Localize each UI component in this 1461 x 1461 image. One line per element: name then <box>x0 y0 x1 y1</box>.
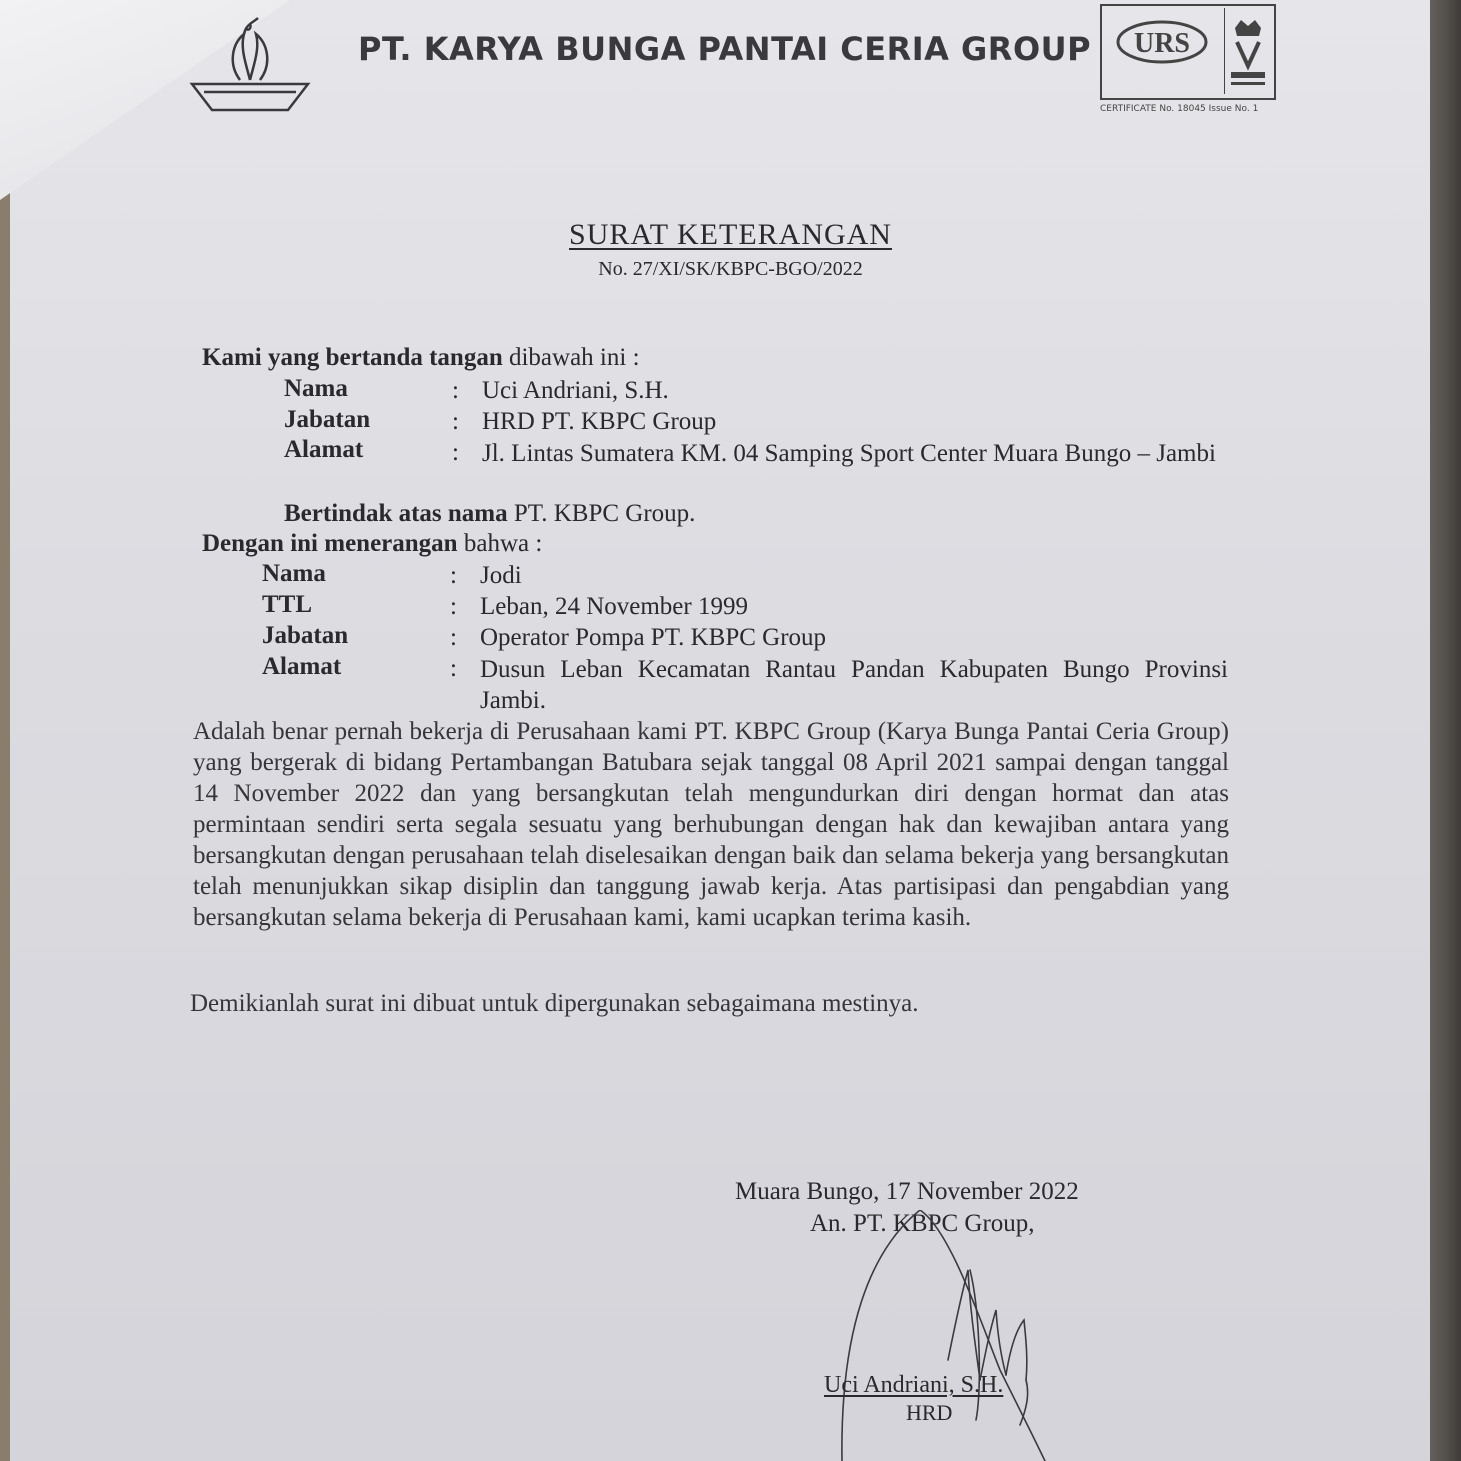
subject-position-colon: : <box>450 624 457 651</box>
subject-position-value: Operator Pompa PT. KBPC Group <box>480 624 827 651</box>
signer-position-colon: : <box>452 408 459 435</box>
subject-name-colon: : <box>450 562 457 589</box>
body-paragraph: Adalah benar pernah bekerja di Perusahaan kami PT. KBPC Group (Karya Bunga Pantai Ceria Group) yang bergerak di bidang Pertambangan Batubara sejak tanggal 08 April 2021 sampai dengan tanggal 14 November 2022 dan yang bersangkutan telah mengundurkan diri dengan hormat dan atas permintaan sendiri serta segala sesuatu yang berhubungan dengan hak dan kewajiban antara yang bersangkutan dengan perusahaan telah diselesaikan dengan baik dan selama bekerja yang bersangkutan telah menunjukkan sikap disiplin dan tanggung jawab kerja. Atas partisipasi dan pengabdian yang bersangkutan selama bekerja di Perusahaan kami, kami ucapkan terima kasih. <box>193 718 1229 931</box>
signature-title: HRD <box>906 1400 953 1425</box>
signer-address-colon: : <box>452 439 459 466</box>
company-logo-icon <box>188 14 314 114</box>
urs-mark-text: URS <box>1133 28 1191 59</box>
signer-intro-line <box>202 344 640 372</box>
subject-name-label: Nama <box>262 560 326 587</box>
company-name: PT. KARYA BUNGA PANTAI CERIA GROUP <box>358 30 1092 68</box>
subject-name-value: Jodi <box>480 562 522 589</box>
signer-intro-bold: Kami yang bertanda tangan <box>202 344 503 371</box>
certification-block <box>1100 4 1280 120</box>
subject-address-label: Alamat <box>262 653 342 680</box>
subject-birth-value: Leban, 24 November 1999 <box>480 593 748 620</box>
subject-address-value: Dusun Leban Kecamatan Rantau Pandan Kabupaten Bungo Provinsi Jambi. <box>480 656 1228 714</box>
subject-position-label: Jabatan <box>262 622 349 649</box>
acting-line <box>284 500 695 528</box>
signer-address-value: Jl. Lintas Sumatera KM. 04 Samping Sport Center Muara Bungo – Jambi <box>482 440 1216 467</box>
subject-intro-suffix: bahwa : <box>457 530 543 557</box>
certificate-number: CERTIFICATE No. 18045 Issue No. 1 <box>1100 104 1259 114</box>
signer-name-value: Uci Andriani, S.H. <box>482 377 669 404</box>
subject-birth-colon: : <box>450 593 457 620</box>
subject-intro-line <box>202 530 542 558</box>
signature-on-behalf: An. PT. KBPC Group, <box>810 1210 1035 1237</box>
signer-address-label: Alamat <box>284 436 364 463</box>
signer-name-colon: : <box>452 377 459 404</box>
signature-place-date: Muara Bungo, 17 November 2022 <box>735 1178 1079 1205</box>
signer-name-label: Nama <box>284 375 348 402</box>
subject-address-colon: : <box>450 655 457 682</box>
ukas-crown-icon <box>1224 8 1271 94</box>
signer-position-value: HRD PT. KBPC Group <box>482 408 717 435</box>
document-number: No. 27/XI/SK/KBPC-BGO/2022 <box>598 258 863 280</box>
signer-intro-suffix: dibawah ini : <box>502 344 640 371</box>
acting-bold: Bertindak atas nama <box>284 500 508 527</box>
document-title <box>0 218 1461 252</box>
acting-suffix: PT. KBPC Group. <box>507 500 696 527</box>
urs-cert-mark-icon <box>1114 14 1210 70</box>
closing-sentence: Demikianlah surat ini dibuat untuk dipergunakan sebagaimana mestinya. <box>190 990 919 1017</box>
document-title-text: SURAT KETERANGAN <box>569 218 892 251</box>
signature-name: Uci Andriani, S.H. <box>824 1372 1004 1398</box>
subject-birth-label: TTL <box>262 591 313 618</box>
signer-position-label: Jabatan <box>284 406 371 433</box>
subject-intro-bold: Dengan ini menerangan <box>202 530 458 557</box>
